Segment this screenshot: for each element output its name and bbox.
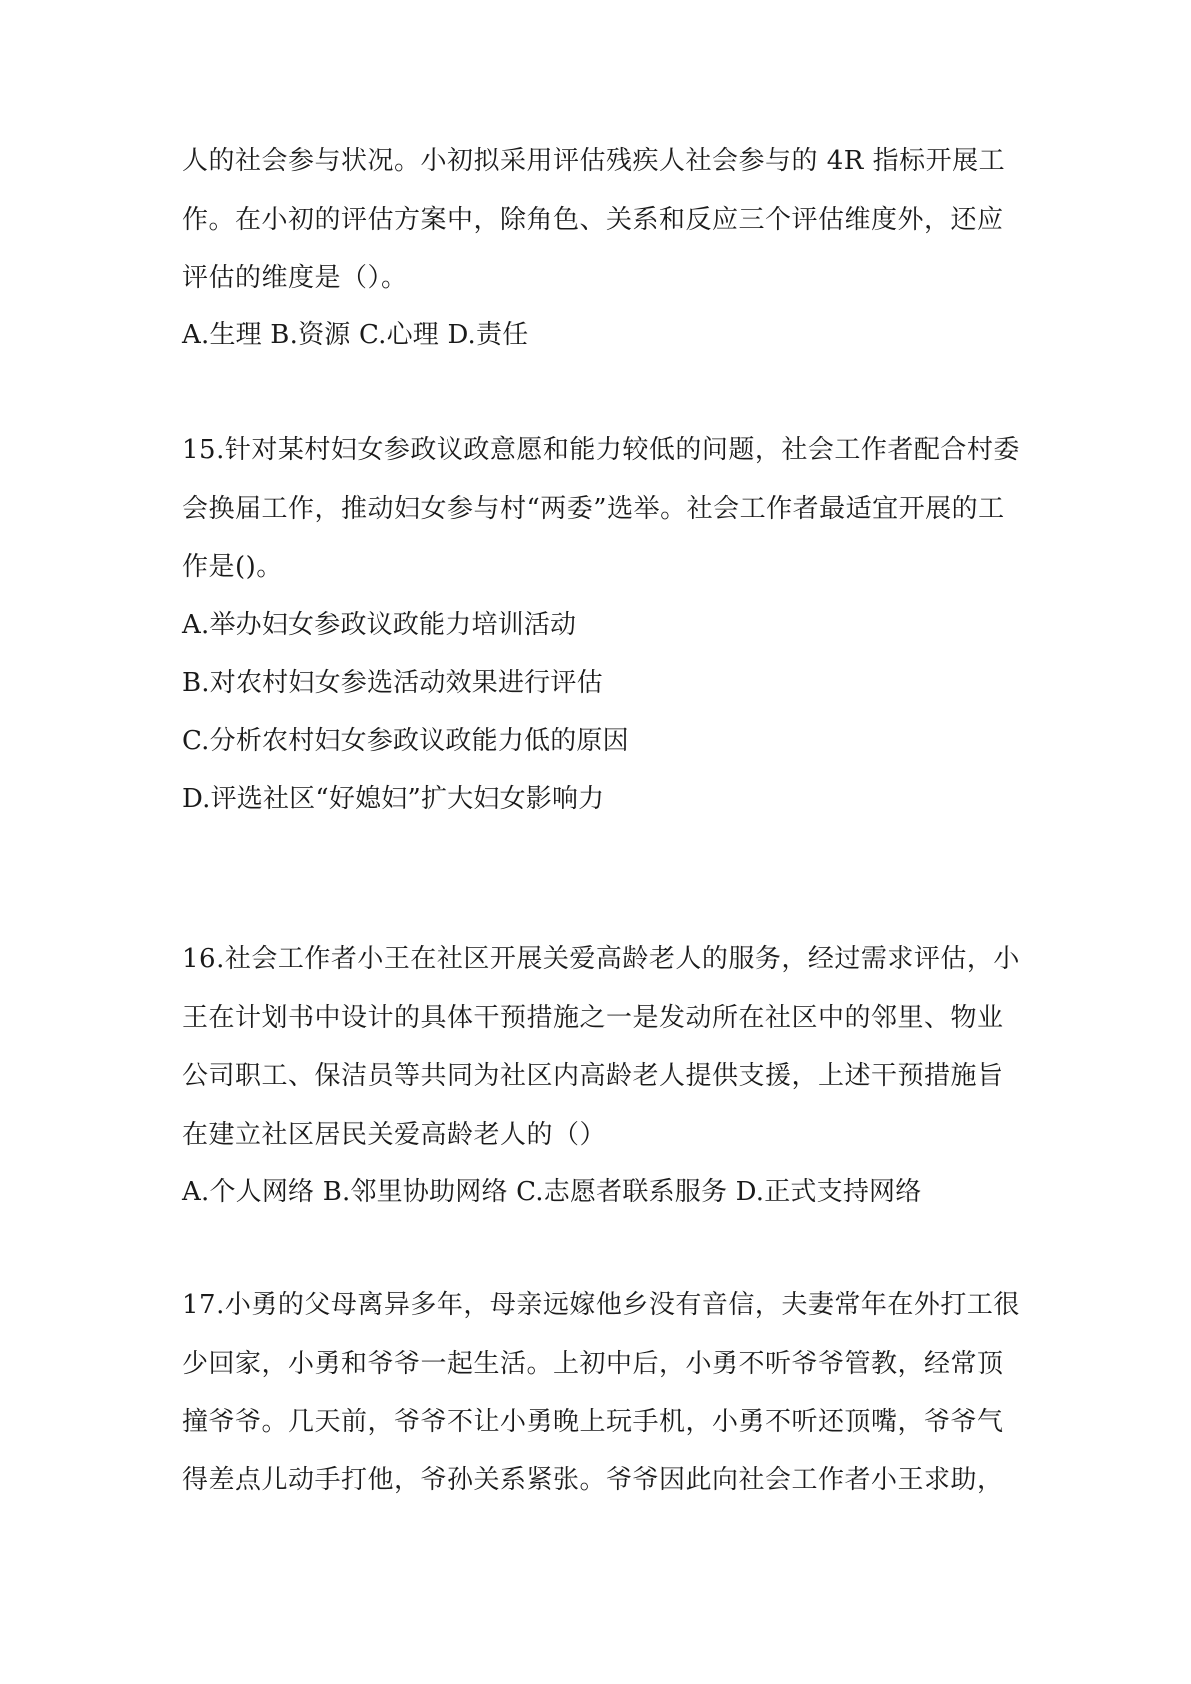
q16-line-3: 公司职工、保洁员等共同为社区内高龄老人提供支援，上述干预措施旨	[182, 1061, 1004, 1091]
q15-option-d: D.评选社区“好媳妇”扩大妇女影响力	[182, 784, 605, 814]
intro-line-3: 评估的维度是（）。	[182, 263, 408, 293]
q17-line-3: 撞爷爷。几天前，爷爷不让小勇晚上玩手机，小勇不听还顶嘴，爷爷气	[182, 1407, 1004, 1437]
q15-option-b: B.对农村妇女参选活动效果进行评估	[182, 668, 603, 698]
q15-line-2: 会换届工作，推动妇女参与村“两委”选举。社会工作者最适宜开展的工	[182, 494, 1005, 524]
intro-line-2: 作。在小初的评估方案中，除角色、关系和反应三个评估维度外，还应	[182, 205, 1004, 235]
q15-option-a: A.举办妇女参政议政能力培训活动	[182, 610, 577, 640]
q15-line-3: 作是()。	[182, 552, 283, 582]
q17-line-1: 17.小勇的父母离异多年，母亲远嫁他乡没有音信，夫妻常年在外打工很	[182, 1290, 1020, 1320]
intro-options: A.生理 B.资源 C.心理 D.责任	[182, 320, 529, 350]
intro-line-1: 人的社会参与状况。小初拟采用评估残疾人社会参与的 4R 指标开展工	[182, 146, 1006, 176]
q16-line-1: 16.社会工作者小王在社区开展关爱高龄老人的服务，经过需求评估，小	[182, 944, 1020, 974]
q16-line-4: 在建立社区居民关爱高龄老人的（）	[182, 1120, 607, 1150]
q17-line-2: 少回家，小勇和爷爷一起生活。上初中后，小勇不听爷爷管教，经常顶	[182, 1349, 1004, 1379]
q16-line-2: 王在计划书中设计的具体干预措施之一是发动所在社区中的邻里、物业	[182, 1003, 1004, 1033]
q15-line-1: 15.针对某村妇女参政议政意愿和能力较低的问题，社会工作者配合村委	[182, 435, 1020, 465]
q15-option-c: C.分析农村妇女参政议政能力低的原因	[182, 726, 629, 756]
q16-options: A.个人网络 B.邻里协助网络 C.志愿者联系服务 D.正式支持网络	[182, 1177, 922, 1207]
q17-line-4: 得差点儿动手打他，爷孙关系紧张。爷爷因此向社会工作者小王求助，	[182, 1465, 1004, 1495]
